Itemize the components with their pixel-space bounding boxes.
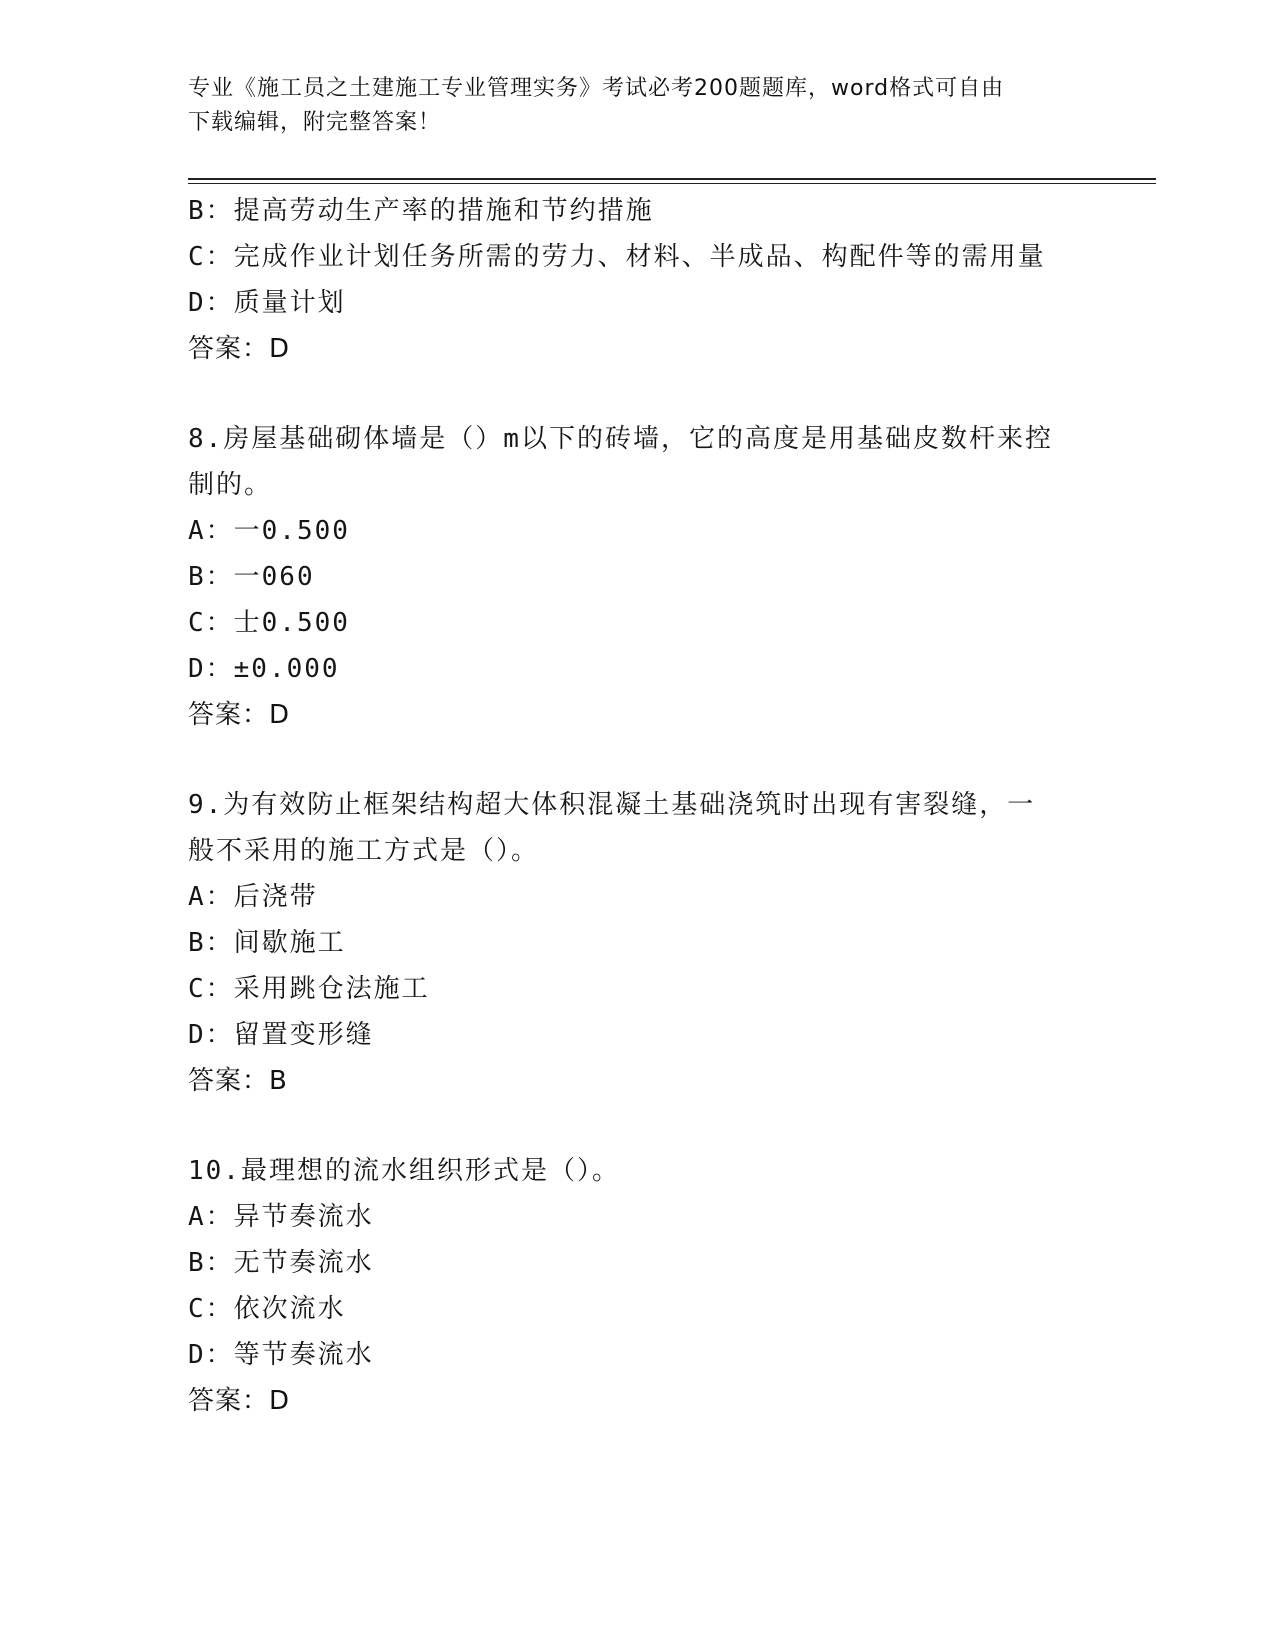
- header-line-1: 专业《施工员之土建施工专业管理实务》考试必考200题题库，word格式可自由: [188, 76, 1005, 101]
- option-b: B：间歇施工: [188, 928, 346, 958]
- question-text-line-1: 8.房屋基础砌体墙是（）m以下的砖墙，它的高度是用基础皮数杆来控: [188, 424, 1053, 454]
- option-d: D：质量计划: [188, 288, 346, 318]
- option-b: B：无节奏流水: [188, 1248, 374, 1278]
- option-a: A：后浇带: [188, 882, 318, 912]
- question-text-line-2: 制的。: [188, 470, 273, 500]
- question-7-tail: [188, 188, 1128, 372]
- answer: 答案：D: [188, 700, 291, 730]
- option-d: D：±0.000: [188, 654, 340, 684]
- option-a: A：一0.500: [188, 516, 350, 546]
- option-b: B：一060: [188, 562, 315, 592]
- answer: 答案：B: [188, 1066, 288, 1096]
- header-divider-thin: [188, 183, 1156, 184]
- spacer: [188, 1104, 1128, 1148]
- option-c: C：士0.500: [188, 608, 350, 638]
- question-text-line-1: 10.最理想的流水组织形式是（）。: [188, 1156, 620, 1186]
- option-d: D：等节奏流水: [188, 1340, 374, 1370]
- option-a: A：异节奏流水: [188, 1202, 374, 1232]
- question-8: [188, 416, 1128, 738]
- question-9: [188, 782, 1128, 1104]
- document-header: [188, 72, 1088, 140]
- answer: 答案：D: [188, 1386, 291, 1416]
- spacer: [188, 738, 1128, 782]
- option-c: C：采用跳仓法施工: [188, 974, 430, 1004]
- option-c: C：依次流水: [188, 1294, 346, 1324]
- option-c: C：完成作业计划任务所需的劳力、材料、半成品、构配件等的需用量: [188, 242, 1046, 272]
- question-10: [188, 1148, 1128, 1424]
- answer: 答案：D: [188, 334, 291, 364]
- spacer: [188, 372, 1128, 416]
- question-text-line-1: 9.为有效防止框架结构超大体积混凝土基础浇筑时出现有害裂缝，一: [188, 790, 1036, 820]
- option-b: B：提高劳动生产率的措施和节约措施: [188, 196, 654, 226]
- question-text-line-2: 般不采用的施工方式是（）。: [188, 836, 540, 866]
- header-line-2: 下载编辑，附完整答案！: [188, 110, 442, 135]
- header-divider-thick: [188, 178, 1156, 180]
- option-d: D：留置变形缝: [188, 1020, 374, 1050]
- question-list: [188, 188, 1128, 1424]
